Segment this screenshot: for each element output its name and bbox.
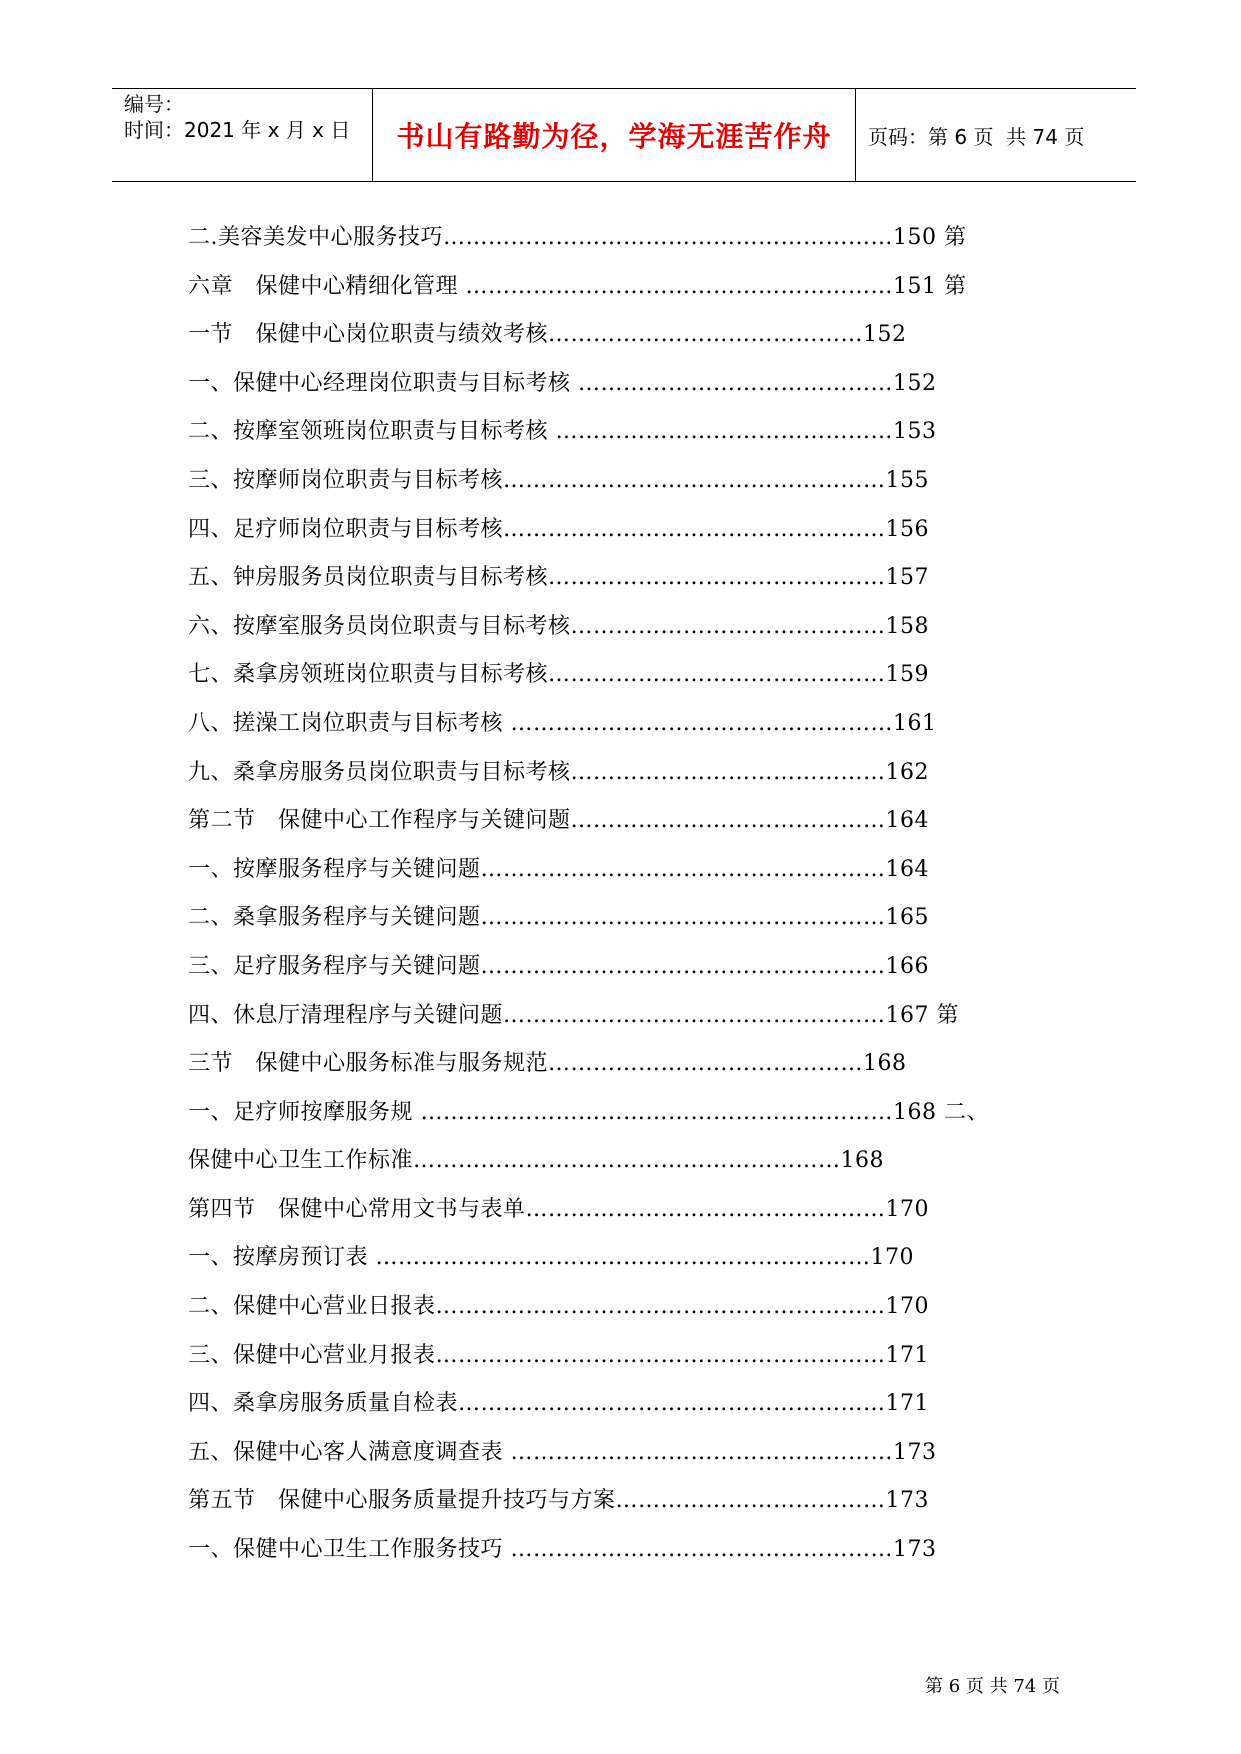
toc-entry[interactable]: 一节 保健中心岗位职责与绩效考核……………………………………152 — [188, 322, 907, 348]
toc-entry[interactable]: 二、按摩室领班岗位职责与目标考核 ………………………………………153 — [188, 419, 937, 445]
page-header — [112, 88, 1136, 182]
header-meta — [112, 89, 372, 181]
header-number-label: 编号： — [124, 92, 184, 116]
header-time-label: 时间：2021 年 x 月 x 日 — [124, 118, 351, 142]
toc-entry[interactable]: 九、桑拿房服务员岗位职责与目标考核……………………………………162 — [188, 759, 929, 785]
toc-entry[interactable]: 一、保健中心卫生工作服务技巧 ……………………………………………173 — [188, 1537, 937, 1563]
toc-entry[interactable]: 保健中心卫生工作标准…………………………………………………168 — [188, 1148, 884, 1174]
header-motto: 书山有路勤为径，学海无涯苦作舟 — [396, 120, 832, 153]
toc-entry[interactable]: 六、按摩室服务员岗位职责与目标考核……………………………………158 — [188, 613, 929, 639]
table-of-contents — [188, 214, 1068, 1575]
toc-entry[interactable]: 一、按摩服务程序与关键问题………………………………………………164 — [188, 856, 929, 882]
toc-entry[interactable]: 三、保健中心营业月报表……………………………………………………171 — [188, 1342, 929, 1368]
toc-entry[interactable]: 五、钟房服务员岗位职责与目标考核………………………………………157 — [188, 565, 929, 591]
toc-entry[interactable]: 一、按摩房预订表 …………………………………………………………170 — [188, 1245, 914, 1271]
toc-entry[interactable]: 第四节 保健中心常用文书与表单…………………………………………170 — [188, 1196, 929, 1222]
toc-entry[interactable]: 七、桑拿房领班岗位职责与目标考核………………………………………159 — [188, 662, 929, 688]
toc-entry[interactable]: 三、足疗服务程序与关键问题………………………………………………166 — [188, 953, 929, 979]
toc-entry[interactable]: 一、保健中心经理岗位职责与目标考核 ……………………………………152 — [188, 370, 937, 396]
toc-entry[interactable]: 八、搓澡工岗位职责与目标考核 ……………………………………………161 — [188, 710, 937, 736]
toc-entry[interactable]: 四、桑拿房服务质量自检表…………………………………………………171 — [188, 1391, 929, 1417]
toc-entry[interactable]: 第二节 保健中心工作程序与关键问题……………………………………164 — [188, 808, 929, 834]
toc-entry[interactable]: 五、保健中心客人满意度调查表 ……………………………………………173 — [188, 1439, 937, 1465]
toc-entry[interactable]: 三、按摩师岗位职责与目标考核……………………………………………155 — [188, 467, 929, 493]
toc-entry[interactable]: 二、保健中心营业日报表……………………………………………………170 — [188, 1294, 929, 1320]
page-footer: 第 6 页 共 74 页 — [925, 1676, 1060, 1697]
toc-entry[interactable]: 四、休息厅清理程序与关键问题……………………………………………167 第 — [188, 1002, 959, 1028]
header-page-info: 页码：第 6 页 共 74 页 — [868, 124, 1085, 149]
toc-entry[interactable]: 四、足疗师岗位职责与目标考核……………………………………………156 — [188, 516, 929, 542]
toc-entry[interactable]: 三节 保健中心服务标准与服务规范……………………………………168 — [188, 1051, 907, 1077]
toc-entry[interactable]: 第五节 保健中心服务质量提升技巧与方案………………………………173 — [188, 1488, 929, 1514]
toc-entry[interactable]: 二.美容美发中心服务技巧……………………………………………………150 第 — [188, 225, 967, 250]
toc-entry[interactable]: 六章 保健中心精细化管理 …………………………………………………151 第 — [188, 273, 967, 299]
toc-entry[interactable]: 二、桑拿服务程序与关键问题………………………………………………165 — [188, 905, 929, 931]
toc-entry[interactable]: 一、足疗师按摩服务规 ………………………………………………………168 二、 — [188, 1099, 989, 1125]
